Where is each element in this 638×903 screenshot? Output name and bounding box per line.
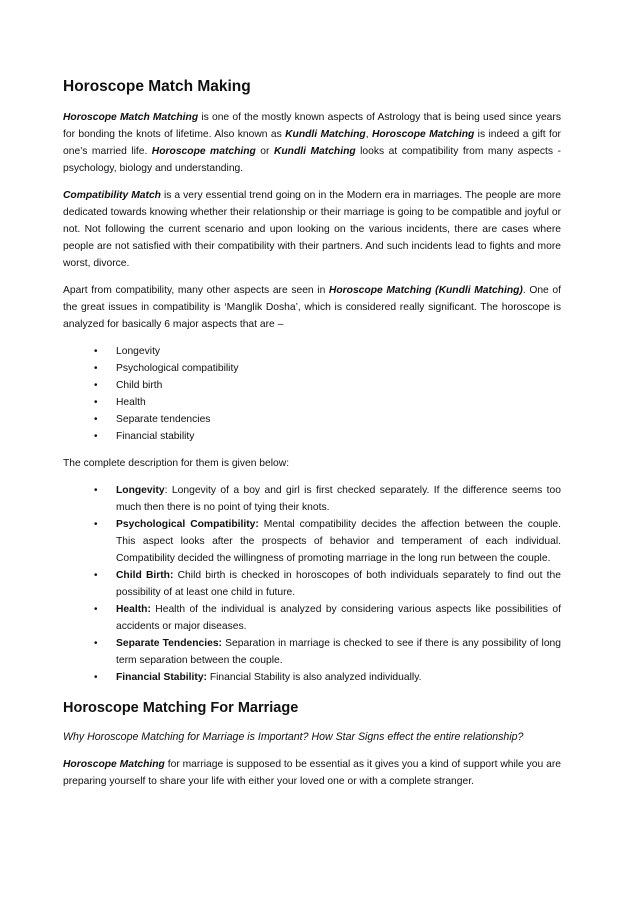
description-intro: The complete description for them is given below: bbox=[63, 458, 290, 469]
term-horoscope-match-matching: Horoscope Match Matching bbox=[63, 112, 199, 123]
detail-term: Child Birth: bbox=[116, 570, 174, 581]
detail-term: Longevity bbox=[116, 485, 165, 496]
document-page bbox=[63, 78, 561, 800]
bullet-icon: • bbox=[94, 672, 98, 683]
list-item: • Longevity: Longevity of a boy and girl is first checked separately. If the difference seems too much then there is no point of tying their knots. bbox=[63, 482, 561, 516]
term-horoscope-matching: Horoscope Matching bbox=[371, 129, 475, 140]
list-item: • Financial stability bbox=[63, 428, 561, 445]
list-item: • Separate Tendencies: Separation in marriage is checked to see if there is any possibility of long term separation between the couple. bbox=[63, 635, 561, 669]
aspects-list bbox=[63, 343, 561, 445]
list-item: • Psychological Compatibility: Mental compatibility decides the affection between the couple. This aspect looks after the prospects of behavior and temperament of each individual. Compatibility decided the willingness of promoting marriage in the long run between the couple. bbox=[63, 516, 561, 567]
bullet-icon: • bbox=[94, 485, 98, 496]
bullet-icon: • bbox=[94, 380, 98, 391]
detail-term: Psychological Compatibility: bbox=[116, 519, 259, 530]
intro-paragraph: Horoscope Match Matching is one of the mostly known aspects of Astrology that is being used since years for bonding the knots of lifetime. Also known as Kundli Matching, Horoscope Matching is indeed a gift for one’s married life. Horoscope matching or Kundli Matching looks at compatibility from many aspects - psychology, biology and understanding. bbox=[63, 112, 561, 174]
detail-term: Separate Tendencies: bbox=[116, 638, 222, 649]
bullet-icon: • bbox=[94, 363, 98, 374]
term-horoscope-matching-2: Horoscope matching bbox=[151, 146, 256, 157]
bullet-icon: • bbox=[94, 604, 98, 615]
term-compatibility-match: Compatibility Match bbox=[63, 190, 161, 201]
details-list bbox=[63, 482, 561, 686]
term-horoscope-matching-kundli: Horoscope Matching (Kundli Matching) bbox=[328, 285, 523, 296]
marriage-paragraph: Horoscope Matching for marriage is supposed to be essential as it gives you a kind of support while you are preparing yourself to share your life with either your loved one or with a complete stranger. bbox=[63, 759, 561, 787]
list-item: • Child Birth: Child birth is checked in horoscopes of both individuals separately to find out the possibility of at least one child in future. bbox=[63, 567, 561, 601]
aspects-paragraph: Apart from compatibility, many other aspects are seen in Horoscope Matching (Kundli Matching). One of the great issues in compatibility is ‘Manglik Dosha’, which is considered really significant. The horoscope is analyzed for basically 6 major aspects that are – bbox=[63, 285, 561, 330]
list-item: • Child birth bbox=[63, 377, 561, 394]
term-kundli-matching: Kundli Matching bbox=[285, 129, 366, 140]
list-item: • Health: Health of the individual is analyzed by considering various aspects like possibilities of accidents or major diseases. bbox=[63, 601, 561, 635]
term-kundli-matching-2: Kundli Matching bbox=[273, 146, 356, 157]
bullet-icon: • bbox=[94, 397, 98, 408]
page-title: Horoscope Match Making bbox=[63, 78, 251, 95]
section-question: Why Horoscope Matching for Marriage is Important? How Star Signs effect the entire relationship? bbox=[63, 731, 524, 743]
list-item: • Health bbox=[63, 394, 561, 411]
bullet-icon: • bbox=[94, 431, 98, 442]
bullet-icon: • bbox=[94, 414, 98, 425]
term-horoscope-matching-3: Horoscope Matching bbox=[63, 759, 165, 770]
detail-term: Financial Stability: bbox=[116, 672, 207, 683]
list-item: • Financial Stability: Financial Stability is also analyzed individually. bbox=[63, 669, 561, 686]
bullet-icon: • bbox=[94, 570, 98, 581]
list-item: • Longevity bbox=[63, 343, 561, 360]
section-heading: Horoscope Matching For Marriage bbox=[63, 700, 299, 716]
bullet-icon: • bbox=[94, 638, 98, 649]
list-item: • Separate tendencies bbox=[63, 411, 561, 428]
bullet-icon: • bbox=[94, 346, 98, 357]
compatibility-paragraph: Compatibility Match is a very essential trend going on in the Modern era in marriages. The people are more dedicated towards knowing whether their relationship or their marriage is going to be compatible and joyful or not. Not following the current scenario and upon looking on the various incidents, there are cases where people are not satisfied with their compatibility with their partners. And such incidents lead to fights and more worst, divorce. bbox=[63, 190, 561, 269]
detail-term: Health: bbox=[116, 604, 151, 615]
list-item: • Psychological compatibility bbox=[63, 360, 561, 377]
bullet-icon: • bbox=[94, 519, 98, 530]
